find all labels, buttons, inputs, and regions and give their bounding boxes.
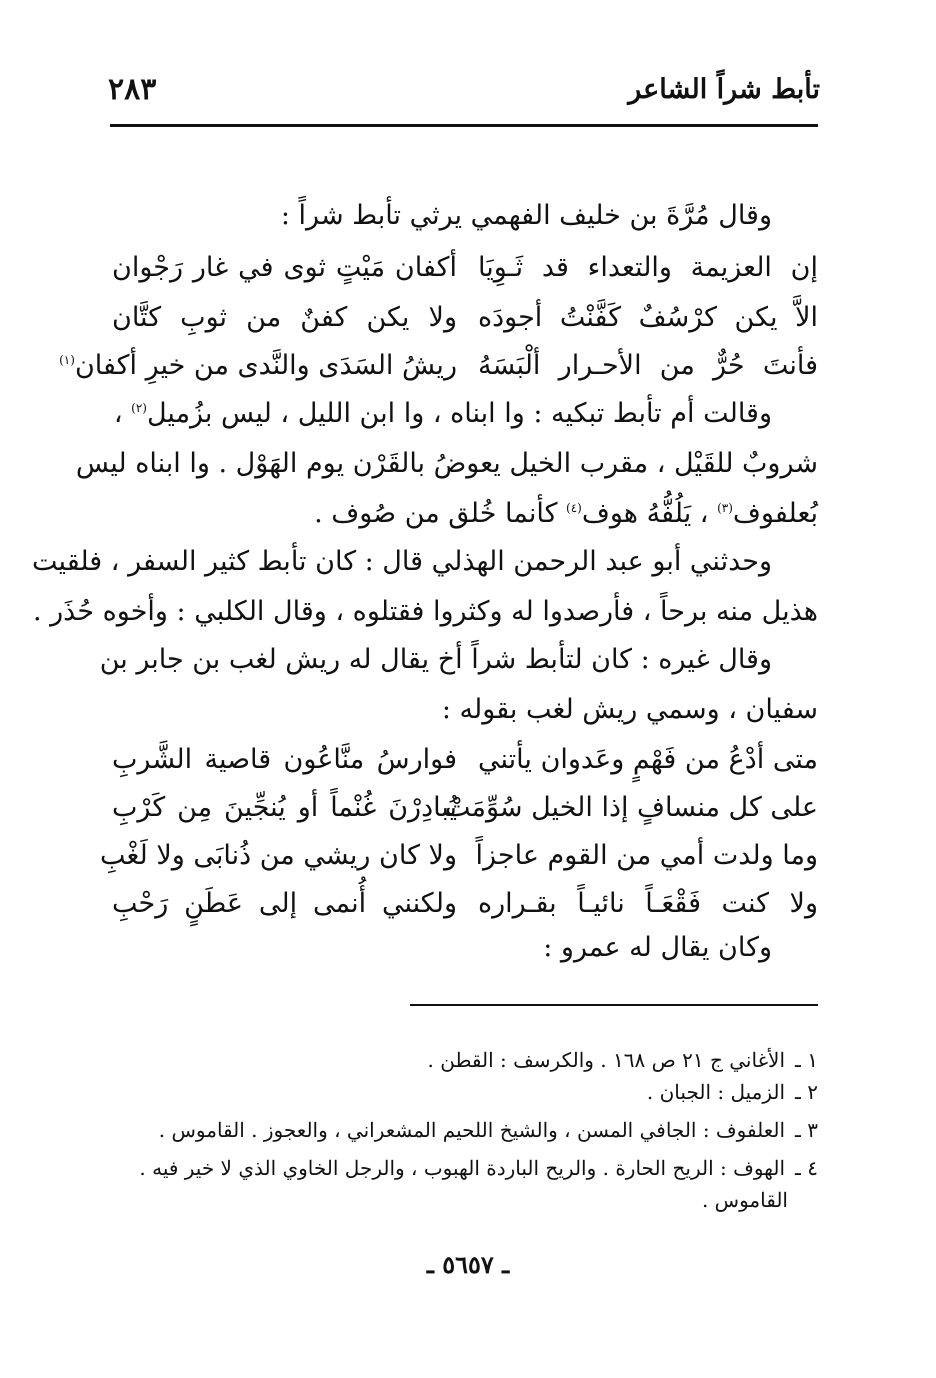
footnote-marker: (٣) [717, 501, 733, 515]
verse-hemistich-left: ولا كان ريشي من ذُنابَى ولا لَغْبِ [100, 840, 457, 871]
verse-hemistich-right: الاَّ يكن كرْسُفٌ كَفَّنْتُ أجودَه [478, 302, 818, 333]
footnote-marker: (٢) [131, 401, 147, 415]
verse-row [112, 740, 818, 780]
footnote [112, 1154, 818, 1182]
footnote-text: الزميل : الجبان . [646, 1080, 786, 1104]
footnote-number: ٤ ـ [795, 1156, 818, 1180]
verse-hemistich-right: متى أدْعُ من فَهْمٍ وعَدوان يأتني [478, 744, 818, 775]
verse-row [112, 788, 818, 828]
footnote [112, 1078, 818, 1106]
verse-hemistich-left: أكفان مَيْتٍ ثوى في غار رَجْوان [112, 252, 457, 283]
verse-text: ريشُ السَدَى والنَّدى من خيرِ أكفان [74, 350, 457, 381]
footnote-number: ١ ـ [795, 1048, 818, 1072]
verse-row [100, 836, 818, 876]
paragraph-line [112, 396, 772, 432]
verse-hemistich-left [59, 346, 457, 386]
footnote-text: الأغاني ج ٢١ ص ١٦٨ . والكرسف : القطن . [427, 1048, 786, 1072]
footnote-text: العلفوف : الجافي المسن ، والشيخ اللحيم المشعراني ، والعجوز . القاموس . [158, 1118, 786, 1142]
footnote [112, 1046, 818, 1074]
verse-hemistich-left: ولا يكن كفنٌ من ثوبِ كتَّان [112, 302, 457, 333]
paragraph-line: هذيل منه برحاً ، فأرصدوا له وكثروا فقتلوه ، وقال الكلبي : وأخوه حُذَر . [32, 596, 818, 627]
paragraph-line [112, 496, 818, 532]
footnote-text: القاموس . [701, 1188, 788, 1212]
verse-hemistich-right: على كل منسافٍ إذا الخيل سُوِّمَتْ [444, 792, 818, 823]
intro-line: وقال مُرَّةَ بن خليف الفهمي يرثي تأبط شراً : [280, 200, 772, 231]
text-run: ، [113, 398, 132, 429]
text-run: بُعلفوف [732, 498, 818, 529]
footnote-text: الهوف : الريح الحارة . والريح الباردة الهبوب ، والرجل الخاوي الذي لا خير فيه . [139, 1156, 786, 1180]
verse-row [112, 248, 818, 288]
footnote-number: ٢ ـ [795, 1080, 818, 1104]
paragraph-line: شروبٌ للقَيْل ، مقرب الخيل يعوضُ بالقَرْن يوم الهَوْل . وا ابناه ليس [75, 448, 818, 479]
header-rule [110, 124, 818, 127]
footnote-rule [410, 1004, 818, 1006]
verse-row [59, 346, 818, 386]
page-number: ٢٨٣ [108, 72, 157, 107]
verse-row [112, 298, 818, 338]
paragraph-line: سفيان ، وسمي ريش لغب بقوله : [441, 694, 818, 725]
footnote-marker: (١) [59, 353, 75, 367]
verse-hemistich-right: وما ولدت أمي من القوم عاجزاً [475, 840, 818, 871]
verse-row [112, 884, 818, 924]
page-footer-number: ـ ٥٦٥٧ ـ [426, 1250, 510, 1279]
text-run: كأنما خُلق من صُوف . [314, 498, 567, 529]
verse-hemistich-right: إن العزيمة والتعداء قد ثَـوِيَا [478, 252, 818, 283]
paragraph-line: وقال غيره : كان لتأبط شراً أخ يقال له ريش لغب بن جابر بن [99, 644, 772, 675]
verse-hemistich-right: فأنتَ حُرٌّ من الأحـرار ألْبَسَهُ [478, 350, 818, 381]
running-title: تأبط شراً الشاعر [628, 74, 820, 105]
footnote-number: ٣ ـ [795, 1118, 818, 1142]
footnote-marker: (٤) [566, 501, 582, 515]
verse-hemistich-left: ولكنني أُنمى إلى عَطَنٍ رَحْبِ [112, 888, 457, 919]
text-run: ، يَلُفُّهُ هوف [581, 498, 718, 529]
footnote [112, 1116, 818, 1144]
paragraph-line: وحدثني أبو عبد الرحمن الهذلي قال : كان تأبط كثير السفر ، فلقيت [32, 546, 772, 577]
verse-hemistich-right: ولا كنت فَقْعَـاً نائيـاً بقـراره [478, 888, 818, 919]
closing-line: وكان يقال له عمرو : [543, 932, 772, 963]
verse-hemistich-left: فوارسُ منَّاعُون قاصية الشَّربِ [112, 744, 457, 775]
text-run: وقالت أم تأبط تبكيه : وا ابناه ، وا ابن الليل ، ليس بزُميل [146, 398, 772, 429]
verse-hemistich-left: يُبادِرْنَ غُنْماً أو يُنجِّينَ مِن كَرْبِ [112, 792, 457, 823]
footnote [112, 1186, 788, 1214]
